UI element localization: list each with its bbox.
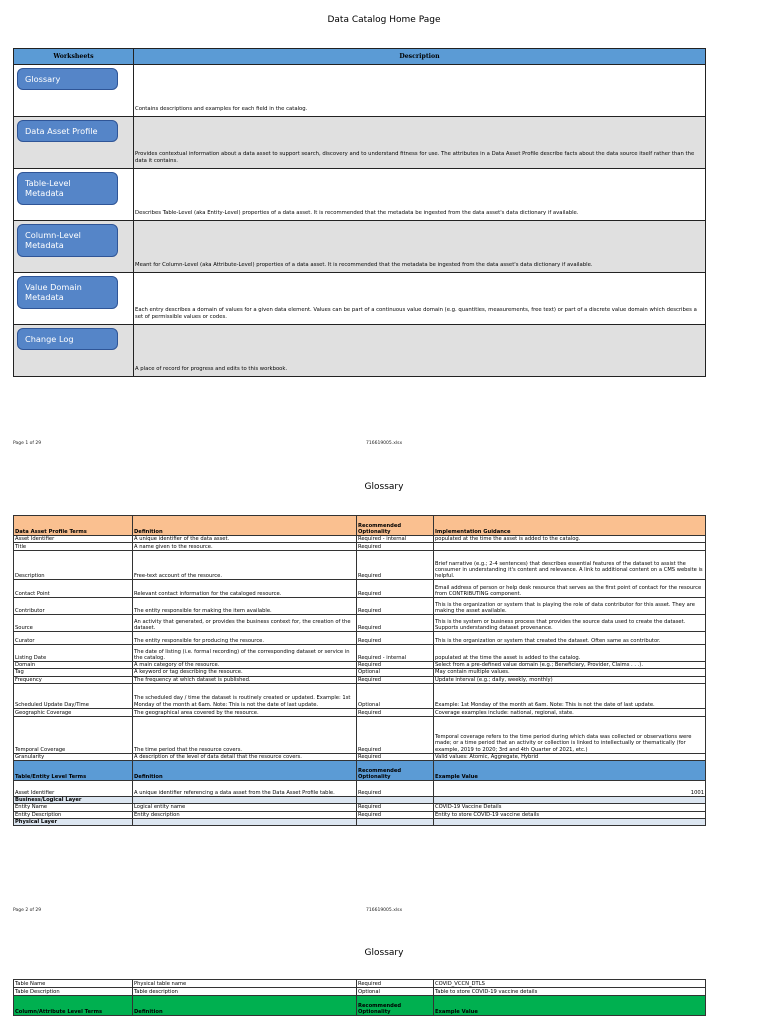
glossary-row [14,543,706,551]
optionality-cell: Required [357,676,434,683]
data-asset-profile-button[interactable]: Data Asset Profile [17,120,118,142]
optionality-cell: Required [357,716,434,753]
glossary-row [14,632,706,645]
guidance-cell: Select from a pre-defined value domain (e.g.; Beneficiary, Provider, Claims . . .). [434,662,706,669]
term-cell: Table Description [14,988,133,996]
term-cell: Domain [14,662,133,669]
worksheet-row [14,325,706,377]
col-header-description: Description [134,49,706,65]
definition-cell: Entity description [133,811,357,818]
glossary-row [14,598,706,615]
optionality-cell: Required - internal [357,645,434,662]
glossary-row [14,669,706,676]
example-cell: COVID-19 Vaccine Details [434,804,706,811]
definition-cell: An activity that generated, or provides the business context for, the creation of the dataset. [133,615,357,632]
guidance-cell: May contain multiple values. [434,669,706,676]
definition-cell: The date of listing (i.e. formal recording) of the corresponding dataset or service in the catalog. [133,645,357,662]
term-cell: Asset Identifier [14,536,133,543]
page-number: Page 1 of 29 [13,441,42,446]
col-header-terms: Table/Entity Level Terms [14,761,133,781]
definition-cell: Logical entity name [133,804,357,811]
term-cell: Scheduled Update Day/Time [14,683,133,708]
col-header-definition: Definition [133,996,357,1016]
optionality-cell: Required [357,811,434,818]
worksheet-description: Each entry describes a domain of values for a given data element. Values can be part of a continuous value domain (e.g. quantities, measurements, free text) or part of a discrete value domain which describes a set of permissible values or codes. [134,273,706,325]
table-row [14,988,706,996]
definition-cell: Table description [133,988,357,996]
table-row [14,781,706,797]
term-cell: Source [14,615,133,632]
glossary-header-row [14,516,706,536]
file-name: 716619005.xlsx [366,441,403,446]
example-cell: Table to store COVID-19 vaccine details [434,988,706,996]
optionality-cell: Required [357,662,434,669]
definition-cell: The entity responsible for producing the resource. [133,632,357,645]
term-cell: Curator [14,632,133,645]
glossary-row [14,708,706,716]
worksheet-description: Describes Table-Level (aka Entity-Level) properties of a data asset. It is recommended that the metadata be ingested from the data asset's data dictionary if available. [134,169,706,221]
guidance-cell: Coverage examples include: national, regional, state. [434,708,706,716]
optionality-cell: Required [357,580,434,598]
page-number: Page 2 of 29 [13,908,42,913]
section-label: Business/Logical Layer [14,797,133,804]
glossary-row [14,753,706,760]
page-title-home: Data Catalog Home Page [327,15,441,25]
term-cell: Contact Point [14,580,133,598]
column-level-metadata-button[interactable]: Column-Level Metadata [17,224,118,257]
guidance-cell: Temporal coverage refers to the time period during which data was collected or observations were made; or a time period that an activity or collection is linked to intellectually or thematically (for example, 2019 to 2020; 3rd and 4th Quarter of 2021, etc.) [434,716,706,753]
guidance-cell: Email address of person or help desk resource that serves as the first point of contact for the resource from CONTRIBUTING component. [434,580,706,598]
definition-cell: The entity responsible for making the item available. [133,598,357,615]
col-header-worksheets: Worksheets [14,49,134,65]
term-cell: Tag [14,669,133,676]
section-row [14,797,706,804]
definition-cell: The geographical area covered by the resource. [133,708,357,716]
worksheet-row [14,117,706,169]
term-cell: Entity Name [14,804,133,811]
section-row [14,818,706,825]
definition-cell: Physical table name [133,980,357,988]
glossary-row [14,662,706,669]
worksheet-row [14,273,706,325]
term-cell: Entity Description [14,811,133,818]
col-header-definition: Definition [133,761,357,781]
term-cell: Asset Identifier [14,781,133,797]
term-cell: Title [14,543,133,551]
guidance-cell: Update interval (e.g.; daily, weekly, monthly) [434,676,706,683]
term-cell: Description [14,551,133,580]
glossary-row [14,536,706,543]
optionality-cell: Optional [357,669,434,676]
definition-cell: Free-text account of the resource. [133,551,357,580]
worksheet-description: A place of record for progress and edits to this workbook. [134,325,706,377]
guidance-cell: Valid values: Atomic, Aggregate, Hybrid [434,753,706,760]
glossary-row [14,645,706,662]
term-cell: Listing Date [14,645,133,662]
glossary-row [14,615,706,632]
definition-cell: The frequency at which dataset is published. [133,676,357,683]
guidance-cell: populated at the time the asset is added to the catalog. [434,536,706,543]
glossary-row [14,683,706,708]
page-title-glossary-2: Glossary [364,948,404,958]
glossary-table [13,515,706,826]
optionality-cell: Required - internal [357,536,434,543]
guidance-cell: populated at the time the asset is added to the catalog. [434,645,706,662]
column-level-header-row [14,996,706,1016]
value-domain-metadata-button[interactable]: Value Domain Metadata [17,276,118,309]
optionality-cell: Required [357,615,434,632]
optionality-cell: Required [357,543,434,551]
guidance-cell: This is the system or business process that provides the source data used to create the dataset. Supports understanding dataset provenance. [434,615,706,632]
optionality-cell: Optional [357,988,434,996]
worksheet-description: Contains descriptions and examples for each field in the catalog. [134,65,706,117]
col-header-terms: Data Asset Profile Terms [14,516,133,536]
glossary-row [14,580,706,598]
optionality-cell: Required [357,551,434,580]
definition-cell: Relevant contact information for the cataloged resource. [133,580,357,598]
definition-cell: A unique identifier referencing a data asset from the Data Asset Profile table. [133,781,357,797]
worksheet-row [14,221,706,273]
definition-cell: A unique identifier of the data asset. [133,536,357,543]
example-cell: COVID_VCCN_DTLS [434,980,706,988]
glossary-row [14,676,706,683]
term-cell: Contributor [14,598,133,615]
example-cell: 1001 [434,781,706,797]
table-level-metadata-button[interactable]: Table-Level Metadata [17,172,118,205]
guidance-cell: Brief narrative (e.g.; 2-4 sentences) that describes essential features of the dataset to assist the consumer in understanding it's content and relevance. A link to additional content on a CMS website is helpful. [434,551,706,580]
file-name: 716619005.xlsx [366,908,403,913]
definition-cell: The time period that the resource covers. [133,716,357,753]
definition-cell: A description of the level of data detail that the resource covers. [133,753,357,760]
worksheet-description: Meant for Column-Level (aka Attribute-Level) properties of a data asset. It is recommended that the metadata be ingested from the data asset's data dictionary if available. [134,221,706,273]
table-row [14,980,706,988]
col-header-terms: Column/Attribute Level Terms [14,996,133,1016]
worksheet-row [14,169,706,221]
col-header-optionality: Recommended Optionality [357,761,434,781]
col-header-optionality: Recommended Optionality [357,516,434,536]
guidance-cell [434,543,706,551]
term-cell: Table Name [14,980,133,988]
table-level-header-row [14,761,706,781]
optionality-cell: Required [357,753,434,760]
col-header-definition: Definition [133,516,357,536]
col-header-guidance: Implementation Guidance [434,516,706,536]
definition-cell: The scheduled day / time the dataset is routinely created or updated. Example: 1st Monday of the month at 6am. Note: This is not the date of last update. [133,683,357,708]
optionality-cell: Required [357,980,434,988]
term-cell: Temporal Coverage [14,716,133,753]
example-cell: Entity to store COVID-19 vaccine details [434,811,706,818]
optionality-cell: Required [357,598,434,615]
term-cell: Frequency [14,676,133,683]
table-row [14,804,706,811]
table-row [14,811,706,818]
glossary-row [14,716,706,753]
worksheets-table [13,48,706,377]
worksheet-row [14,65,706,117]
definition-cell: A name given to the resource. [133,543,357,551]
glossary-row [14,551,706,580]
col-header-example: Example Value [434,996,706,1016]
worksheet-description: Provides contextual information about a data asset to support search, discovery and to understand fitness for use. The attributes in a Data Asset Profile describe facts about the data source itself rather than the data it contains. [134,117,706,169]
col-header-optionality: Recommended Optionality [357,996,434,1016]
optionality-cell: Required [357,804,434,811]
glossary-table-continued [13,979,706,1016]
glossary-button[interactable]: Glossary [17,68,118,90]
definition-cell: A main category of the resource. [133,662,357,669]
term-cell: Granularity [14,753,133,760]
guidance-cell: This is the organization or system that created the dataset. Often same as contributor. [434,632,706,645]
optionality-cell: Optional [357,683,434,708]
col-header-example: Example Value [434,761,706,781]
definition-cell: A keyword or tag describing the resource. [133,669,357,676]
guidance-cell: This is the organization or system that is playing the role of data contributor for this asset. They are making the asset available. [434,598,706,615]
page-title-glossary: Glossary [364,482,404,492]
term-cell: Geographic Coverage [14,708,133,716]
guidance-cell: Example: 1st Monday of the month at 6am. Note: This is not the date of last update. [434,683,706,708]
worksheets-header-row [14,49,706,65]
optionality-cell: Required [357,632,434,645]
optionality-cell: Required [357,708,434,716]
section-label: Physical Layer [14,818,133,825]
change-log-button[interactable]: Change Log [17,328,118,350]
optionality-cell: Required [357,781,434,797]
